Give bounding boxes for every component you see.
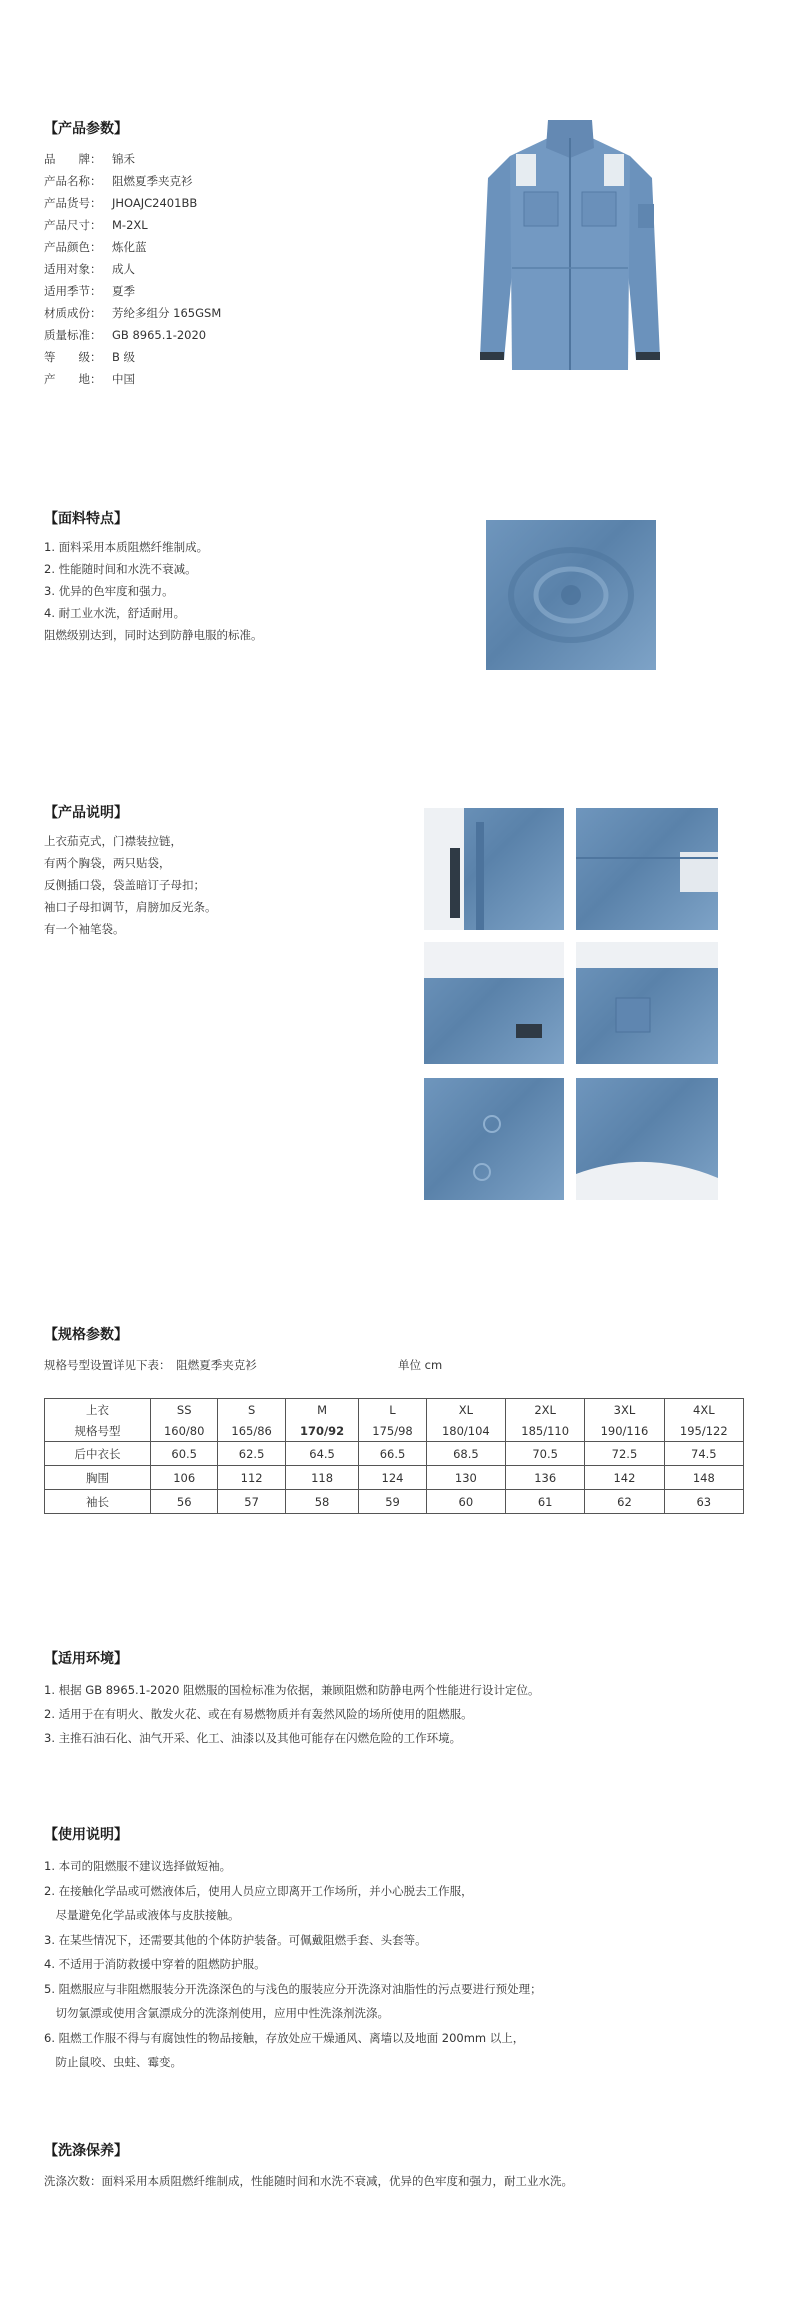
section-heading-wash: 【洗涤保养】: [44, 2143, 128, 2159]
table-cell: 63: [664, 1490, 743, 1514]
table-header-cell: S: [218, 1399, 285, 1421]
table-cell: 62: [585, 1490, 664, 1514]
fabric-line: 4. 耐工业水洗，舒适耐用。: [44, 606, 186, 620]
param-sku: 产品货号： JHOAJC2401BB: [44, 196, 198, 210]
table-cell: 190/116: [585, 1420, 664, 1442]
table-cell: 64.5: [285, 1442, 359, 1466]
table-cell: 74.5: [664, 1442, 743, 1466]
section-heading-usage: 【使用说明】: [44, 1827, 128, 1843]
section-heading-environment: 【适用环境】: [44, 1651, 128, 1667]
table-header-cell: 上衣: [45, 1399, 151, 1421]
jacket-product-image: [470, 108, 670, 380]
table-cell: 59: [359, 1490, 426, 1514]
table-cell: 175/98: [359, 1420, 426, 1442]
spec-unit: 单位 cm: [398, 1358, 443, 1372]
environment-line: 1. 根据 GB 8965.1-2020 阻燃服的国检标准为依据，兼顾阻燃和防静电两个性能进行设计定位。: [44, 1683, 540, 1697]
description-line: 袖口子母扣调节，肩膀加反光条。: [44, 900, 217, 914]
description-line: 上衣茄克式，门襟装拉链，: [44, 834, 182, 848]
param-material: 材质成份： 芳纶多组分 165GSM: [44, 306, 222, 320]
param-name: 产品名称： 阻燃夏季夹克衫: [44, 174, 193, 188]
param-target: 适用对象： 成人: [44, 262, 135, 276]
usage-line: 6. 阻燃工作服不得与有腐蚀性的物品接触，存放处应干燥通风、离墙以及地面 200mm 以上，: [44, 2030, 525, 2045]
table-header-cell: 规格号型: [45, 1420, 151, 1442]
table-cell: 195/122: [664, 1420, 743, 1442]
table-cell: 68.5: [426, 1442, 505, 1466]
description-line: 有两个胸袋，两只贴袋，: [44, 856, 171, 870]
fabric-line: 3. 优异的色牢度和强力。: [44, 584, 174, 598]
fabric-line: 2. 性能随时间和水洗不衰减。: [44, 562, 197, 576]
usage-text: [44, 1854, 542, 2075]
param-standard: 质量标准： GB 8965.1-2020: [44, 328, 207, 342]
environment-line: 3. 主推石油石化、油气开采、化工、油漆以及其他可能存在闪燃危险的工作环境。: [44, 1731, 462, 1745]
section-heading-spec: 【规格参数】: [44, 1327, 128, 1343]
detail-image-chest-pocket: [576, 808, 718, 930]
table-header-cell: 3XL: [585, 1399, 664, 1421]
table-cell: 112: [218, 1466, 285, 1490]
table-row: [45, 1466, 744, 1490]
section-heading-fabric: 【面料特点】: [44, 511, 128, 527]
table-cell: 56: [151, 1490, 218, 1514]
detail-image-sleeve-pocket: [576, 942, 718, 1064]
table-cell: 60.5: [151, 1442, 218, 1466]
table-cell: 66.5: [359, 1442, 426, 1466]
usage-line: 1. 本司的阻燃服不建议选择做短袖。: [44, 1859, 232, 1873]
description-text: [44, 830, 217, 940]
table-cell: 72.5: [585, 1442, 664, 1466]
table-cell: 170/92: [285, 1420, 359, 1442]
table-header-cell: XL: [426, 1399, 505, 1421]
table-cell: 124: [359, 1466, 426, 1490]
fabric-swatch-image: [486, 520, 656, 670]
table-header-cell: 2XL: [506, 1399, 585, 1421]
table-header-cell: M: [285, 1399, 359, 1421]
table-header-cell: L: [359, 1399, 426, 1421]
param-origin: 产 地： 中国: [44, 372, 135, 386]
detail-image-cuff: [424, 942, 564, 1064]
param-color: 产品颜色： 炼化蓝: [44, 240, 147, 254]
table-cell: 57: [218, 1490, 285, 1514]
param-grade: 等 级： B 级: [44, 350, 136, 364]
table-row-label: 胸围: [45, 1466, 151, 1490]
table-cell: 148: [664, 1466, 743, 1490]
fabric-line: 阻燃级别达到，同时达到防静电服的标准。: [44, 628, 263, 642]
param-size: 产品尺寸： M-2XL: [44, 218, 148, 232]
table-cell: 61: [506, 1490, 585, 1514]
product-params-list: [44, 148, 221, 390]
param-brand: 品 牌： 锦禾: [44, 152, 135, 166]
spec-caption: 规格号型设置详见下表： 阻燃夏季夹克衫: [44, 1358, 257, 1372]
table-cell: 165/86: [218, 1420, 285, 1442]
table-cell: 60: [426, 1490, 505, 1514]
wash-text: 洗涤次数：面料采用本质阻燃纤维制成，性能随时间和水洗不衰减，优异的色牢度和强力，耐工业水洗。: [44, 2174, 573, 2188]
table-row-label: 后中衣长: [45, 1442, 151, 1466]
table-header-cell: SS: [151, 1399, 218, 1421]
table-header-cell: 4XL: [664, 1399, 743, 1421]
usage-line: 3. 在某些情况下，还需要其他的个体防护装备。可佩戴阻燃手套、头套等。: [44, 1932, 427, 1947]
size-table: [44, 1398, 744, 1514]
fabric-line: 1. 面料采用本质阻燃纤维制成。: [44, 540, 209, 554]
table-cell: 58: [285, 1490, 359, 1514]
environment-text: [44, 1678, 540, 1750]
table-cell: 136: [506, 1466, 585, 1490]
section-heading-description: 【产品说明】: [44, 805, 128, 821]
detail-image-hem: [576, 1078, 718, 1200]
table-row: [45, 1490, 744, 1514]
table-row: [45, 1399, 744, 1421]
usage-line: 5. 阻燃服应与非阻燃服装分开洗涤深色的与浅色的服装应分开洗涤对油脂性的污点要进行预处理；: [44, 1981, 542, 1996]
table-cell: 106: [151, 1466, 218, 1490]
usage-line: 切勿氯漂或使用含氯漂成分的洗涤剂使用，应用中性洗涤剂洗涤。: [44, 2006, 389, 2020]
section-heading-product-params: 【产品参数】: [44, 121, 128, 137]
usage-line: 防止鼠咬、虫蛀、霉变。: [44, 2055, 182, 2069]
table-cell: 62.5: [218, 1442, 285, 1466]
detail-image-collar: [424, 808, 564, 930]
table-cell: 130: [426, 1466, 505, 1490]
fabric-features: [44, 536, 263, 646]
usage-line: 2. 在接触化学品或可燃液体后，使用人员应立即离开工作场所，并小心脱去工作服，: [44, 1883, 473, 1898]
param-season: 适用季节： 夏季: [44, 284, 135, 298]
usage-line: 4. 不适用于消防救援中穿着的阻燃防护服。: [44, 1957, 266, 1971]
table-cell: 70.5: [506, 1442, 585, 1466]
table-cell: 180/104: [426, 1420, 505, 1442]
description-line: 有一个袖笔袋。: [44, 922, 125, 936]
table-cell: 160/80: [151, 1420, 218, 1442]
table-cell: 142: [585, 1466, 664, 1490]
detail-image-fabric-logo: [424, 1078, 564, 1200]
environment-line: 2. 适用于在有明火、散发火花、或在有易燃物质并有轰然风险的场所使用的阻燃服。: [44, 1707, 473, 1721]
usage-line: 尽量避免化学品或液体与皮肤接触。: [44, 1908, 240, 1922]
table-cell: 185/110: [506, 1420, 585, 1442]
table-row-label: 袖长: [45, 1490, 151, 1514]
table-row: [45, 1420, 744, 1442]
table-cell: 118: [285, 1466, 359, 1490]
description-line: 反侧插口袋，袋盖暗订子母扣；: [44, 878, 205, 892]
table-row: [45, 1442, 744, 1466]
